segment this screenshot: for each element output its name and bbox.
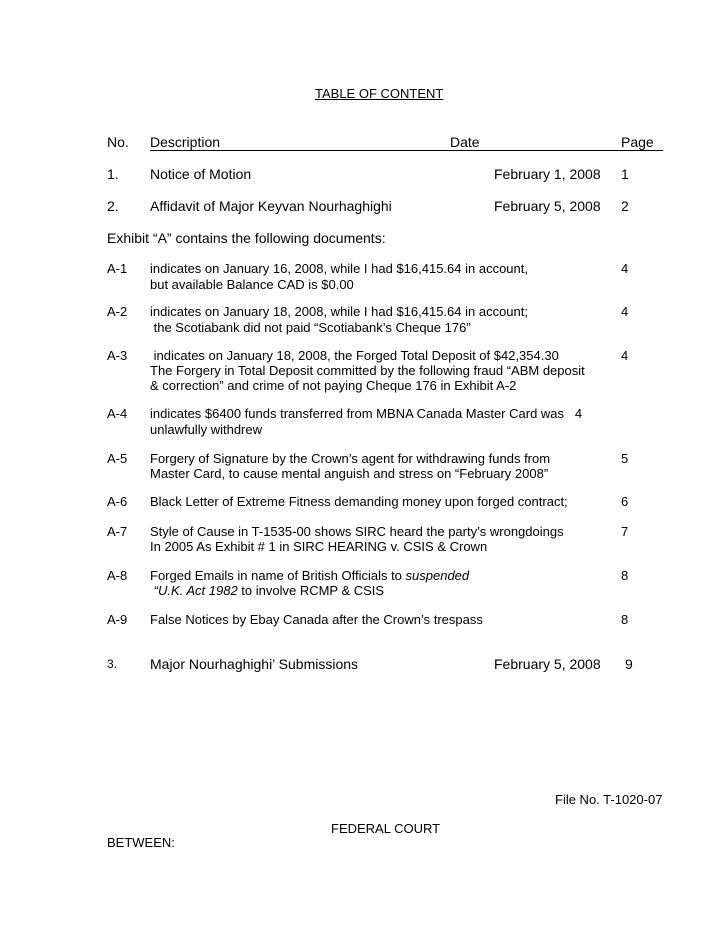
exhibit-page: 4 — [621, 348, 629, 363]
exhibit-text-italic: “U.K. Act 1982 — [150, 583, 238, 598]
exhibit-text: to involve RCMP & CSIS — [237, 583, 385, 598]
exhibit-line: indicates $6400 funds transferred from MBNA Canada Master Card was 4 — [150, 406, 583, 421]
exhibit-page: 8 — [621, 568, 629, 583]
entry-2-date: February 5, 2008 — [494, 198, 601, 214]
exhibit-line: indicates on January 18, 2008, the Forged Total Deposit of $42,354.30 — [150, 348, 559, 363]
entry-1-number: 1. — [107, 166, 119, 182]
exhibit-text: Forged Emails in name of British Officials to — [150, 568, 406, 583]
page-title: TABLE OF CONTENT — [315, 86, 444, 101]
entry-3-number: 3. — [107, 657, 118, 671]
exhibit-line: the Scotiabank did not paid “Scotiabank’s Cheque 176” — [150, 320, 471, 335]
exhibit-line: Style of Cause in T-1535-00 shows SIRC heard the party’s wrongdoings — [150, 524, 564, 539]
entry-3-description: Major Nourhaghighi’ Submissions — [150, 656, 359, 672]
entry-1-date: February 1, 2008 — [494, 166, 601, 182]
exhibit-id: A-6 — [107, 494, 128, 509]
exhibit-page: 7 — [621, 524, 629, 539]
entry-2-number: 2. — [107, 198, 119, 214]
exhibit-line: indicates on January 18, 2008, while I had $16,415.64 in account; — [150, 304, 528, 319]
entry-1-page: 1 — [621, 166, 629, 182]
entry-2-description: Affidavit of Major Keyvan Nourhaghighi — [150, 198, 392, 214]
exhibit-id: A-2 — [107, 304, 128, 319]
header-underline — [150, 150, 663, 151]
exhibit-id: A-1 — [107, 261, 128, 276]
exhibit-line: unlawfully withdrew — [150, 422, 262, 437]
entry-2-page: 2 — [621, 198, 629, 214]
file-number: File No. T-1020-07 — [555, 792, 663, 807]
exhibit-page: 6 — [621, 494, 629, 509]
exhibit-id: A-7 — [107, 524, 128, 539]
exhibit-line: In 2005 As Exhibit # 1 in SIRC HEARING v. CSIS & Crown — [150, 539, 488, 554]
exhibit-id: A-5 — [107, 451, 128, 466]
exhibit-line: Master Card, to cause mental anguish and stress on “February 2008” — [150, 466, 549, 481]
exhibit-line — [150, 584, 384, 597]
entry-3-date: February 5, 2008 — [494, 656, 601, 672]
exhibit-intro: Exhibit “A” contains the following documents: — [107, 230, 386, 246]
exhibit-page: 4 — [621, 304, 629, 319]
exhibit-line: False Notices by Ebay Canada after the Crown’s trespass — [150, 612, 483, 627]
exhibit-id: A-9 — [107, 612, 128, 627]
column-header-description: Description — [150, 134, 221, 150]
exhibit-line: The Forgery in Total Deposit committed by the following fraud “ABM deposit — [150, 363, 585, 378]
exhibit-line: but available Balance CAD is $0.00 — [150, 277, 354, 292]
column-header-page: Page — [621, 134, 654, 150]
exhibit-line: Black Letter of Extreme Fitness demanding money upon forged contract; — [150, 494, 568, 509]
exhibit-line: indicates on January 16, 2008, while I had $16,415.64 in account, — [150, 261, 528, 276]
exhibit-line: Forgery of Signature by the Crown’s agent for withdrawing funds from — [150, 451, 551, 466]
exhibit-text-italic: suspended — [405, 568, 470, 583]
exhibit-id: A-8 — [107, 568, 128, 583]
exhibit-page: 8 — [621, 612, 629, 627]
court-name: FEDERAL COURT — [331, 821, 441, 836]
entry-3-page: 9 — [625, 656, 633, 672]
column-header-no: No. — [107, 134, 129, 150]
exhibit-page: 5 — [621, 451, 629, 466]
exhibit-line — [150, 569, 469, 582]
exhibit-page: 4 — [621, 261, 629, 276]
exhibit-id: A-3 — [107, 348, 128, 363]
exhibit-id: A-4 — [107, 406, 128, 421]
exhibit-line: & correction” and crime of not paying Cheque 176 in Exhibit A-2 — [150, 378, 517, 393]
column-header-date: Date — [450, 134, 480, 150]
between-label: BETWEEN: — [107, 835, 175, 850]
entry-1-description: Notice of Motion — [150, 166, 252, 182]
